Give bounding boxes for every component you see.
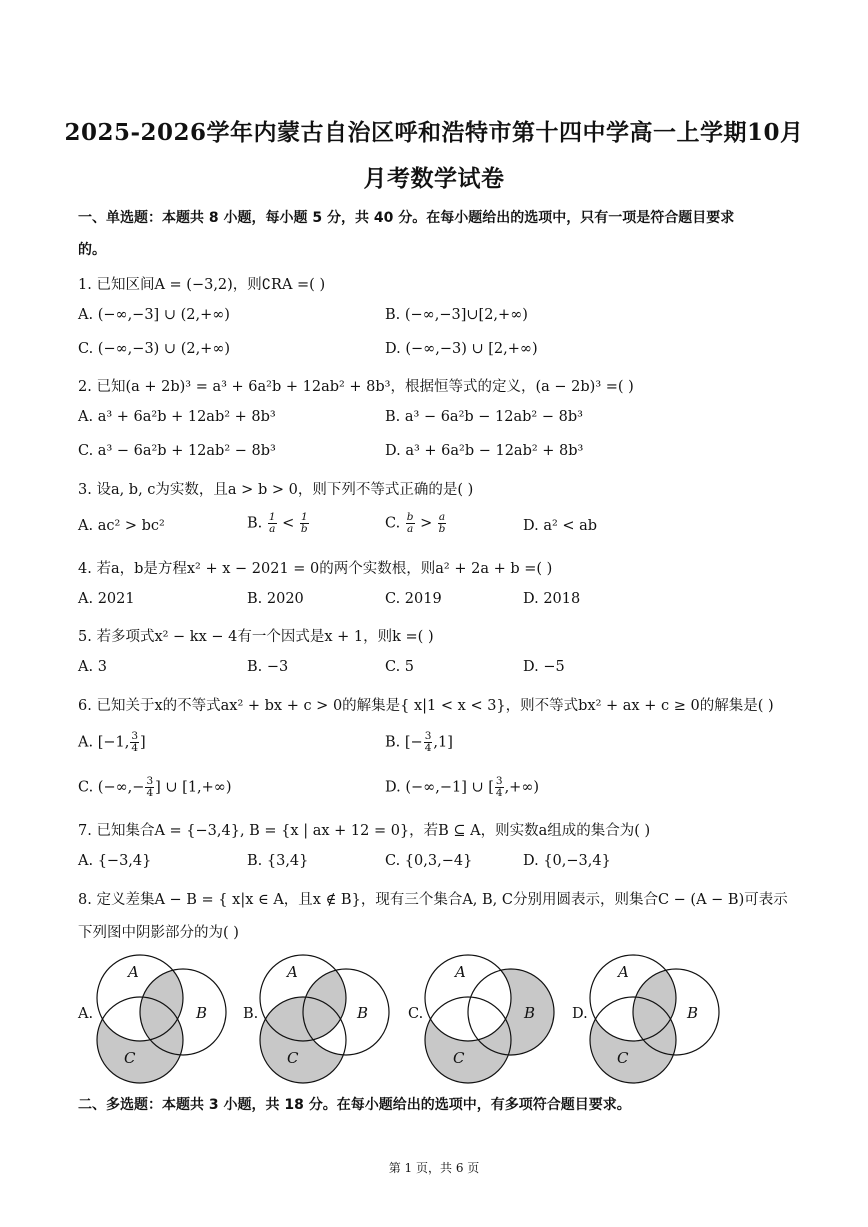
question-5-stem: 5. 若多项式x² − kx − 4有一个因式是x + 1，则k =( ) bbox=[78, 629, 434, 645]
q8-option-b-label: B. bbox=[243, 1006, 259, 1022]
q6-option-c: C. (−∞,− $\frac{3}{4}$ ] ∪ [1,+∞) bbox=[78, 775, 232, 799]
q6-option-a: A. [−1, $\frac{3}{4}$ ] bbox=[78, 730, 146, 754]
q4-option-a: A. 2021 bbox=[78, 591, 135, 607]
q5-option-b: B. −3 bbox=[247, 659, 289, 675]
q1-option-c: C. (−∞,−3) ∪ (2,+∞) bbox=[78, 341, 231, 357]
q5-option-c: C. 5 bbox=[385, 659, 415, 675]
section2-heading: 二、多选题：本题共 3 小题，共 18 分。在每小题给出的选项中，有多项符合题目要求。 bbox=[78, 1097, 631, 1113]
q5-option-d: D. −5 bbox=[523, 659, 565, 675]
exam-title-line1: 2025-2026学年内蒙古自治区呼和浩特市第十四中学高一上学期10月 bbox=[64, 119, 804, 146]
venn-b-label-c: C bbox=[287, 1049, 299, 1067]
q8-venn-a bbox=[95, 950, 230, 1085]
q8-venn-c bbox=[423, 950, 558, 1085]
q4-option-d: D. 2018 bbox=[523, 591, 581, 607]
venn-d-label-a: A bbox=[618, 963, 629, 981]
venn-b-label-b: B bbox=[357, 1004, 369, 1022]
question-7-stem: 7. 已知集合A = {−3,4}, B = {x | ax + 12 = 0}，若B ⊆ A，则实数a组成的集合为( ) bbox=[78, 823, 651, 839]
venn-d-label-c: C bbox=[617, 1049, 629, 1067]
exam-title-line2: 月考数学试卷 bbox=[363, 165, 505, 192]
q1-option-b: B. (−∞,−3]∪[2,+∞) bbox=[385, 307, 528, 323]
q3-option-c: C. $\frac{b}{a}$ > $\frac{a}{b}$ bbox=[385, 511, 446, 535]
section1-heading: 一、单选题：本题共 8 小题，每小题 5 分，共 40 分。在每小题给出的选项中，只有一项是符合题目要求 bbox=[78, 210, 735, 226]
q7-option-b: B. {3,4} bbox=[247, 853, 309, 869]
venn-d-label-b: B bbox=[687, 1004, 699, 1022]
q8-option-a-label: A. bbox=[78, 1006, 94, 1022]
q7-option-c: C. {0,3,−4} bbox=[385, 853, 473, 869]
q3-option-b: B. $\frac{1}{a}$ < $\frac{1}{b}$ bbox=[247, 511, 308, 535]
q6-option-b: B. [− $\frac{3}{4}$ ,1] bbox=[385, 730, 453, 754]
venn-c-label-c: C bbox=[453, 1049, 465, 1067]
question-2-stem: 2. 已知(a + 2b)³ = a³ + 6a²b + 12ab² + 8b³，根据恒等式的定义，(a − 2b)³ =( ) bbox=[78, 379, 634, 395]
question-3-stem: 3. 设a, b, c为实数，且a > b > 0，则下列不等式正确的是( ) bbox=[78, 482, 474, 498]
q8-option-d-label: D. bbox=[572, 1006, 588, 1022]
q2-option-c: C. a³ − 6a²b + 12ab² − 8b³ bbox=[78, 443, 276, 459]
q6-option-d: D. (−∞,−1] ∪ [ $\frac{3}{4}$ ,+∞) bbox=[385, 775, 540, 799]
q1-option-a: A. (−∞,−3] ∪ (2,+∞) bbox=[78, 307, 230, 323]
venn-c-label-a: A bbox=[455, 963, 466, 981]
q7-option-d: D. {0,−3,4} bbox=[523, 853, 611, 869]
q8-venn-b bbox=[258, 950, 393, 1085]
question-8-stem: 8. 定义差集A − B = { x|x ∈ A，且x ∉ B}，现有三个集合A, B, C分别用圆表示，则集合C − (A − B)可表示 bbox=[78, 892, 788, 908]
q2-option-b: B. a³ − 6a²b − 12ab² − 8b³ bbox=[385, 409, 583, 425]
q4-option-b: B. 2020 bbox=[247, 591, 304, 607]
q5-option-a: A. 3 bbox=[78, 659, 107, 675]
question-4-stem: 4. 若a，b是方程x² + x − 2021 = 0的两个实数根，则a² + 2a + b =( ) bbox=[78, 561, 553, 577]
venn-a-label-b: B bbox=[196, 1004, 208, 1022]
venn-b-label-a: A bbox=[287, 963, 298, 981]
venn-a-label-a: A bbox=[128, 963, 139, 981]
question-6-stem: 6. 已知关于x的不等式ax² + bx + c > 0的解集是{ x|1 < x < 3}，则不等式bx² + ax + c ≥ 0的解集是( ) bbox=[78, 698, 774, 714]
q1-option-d: D. (−∞,−3) ∪ [2,+∞) bbox=[385, 341, 538, 357]
section1-heading-cont: 的。 bbox=[78, 242, 106, 258]
q7-option-a: A. {−3,4} bbox=[78, 853, 152, 869]
venn-a-label-c: C bbox=[124, 1049, 136, 1067]
q2-option-d: D. a³ + 6a²b − 12ab² + 8b³ bbox=[385, 443, 584, 459]
q3-option-a: A. ac² > bc² bbox=[78, 518, 165, 534]
q2-option-a: A. a³ + 6a²b + 12ab² + 8b³ bbox=[78, 409, 276, 425]
q8-venn-d bbox=[588, 950, 723, 1085]
page-footer: 第 1 页，共 6 页 bbox=[388, 1161, 480, 1175]
q8-option-c-label: C. bbox=[408, 1006, 424, 1022]
question-1-stem: 1. 已知区间A = (−3,2)，则∁RA =( ) bbox=[78, 277, 326, 293]
question-8-stem-cont: 下列图中阴影部分的为( ) bbox=[78, 925, 239, 941]
venn-c-label-b: B bbox=[524, 1004, 536, 1022]
q3-option-d: D. a² < ab bbox=[523, 518, 598, 534]
q4-option-c: C. 2019 bbox=[385, 591, 442, 607]
